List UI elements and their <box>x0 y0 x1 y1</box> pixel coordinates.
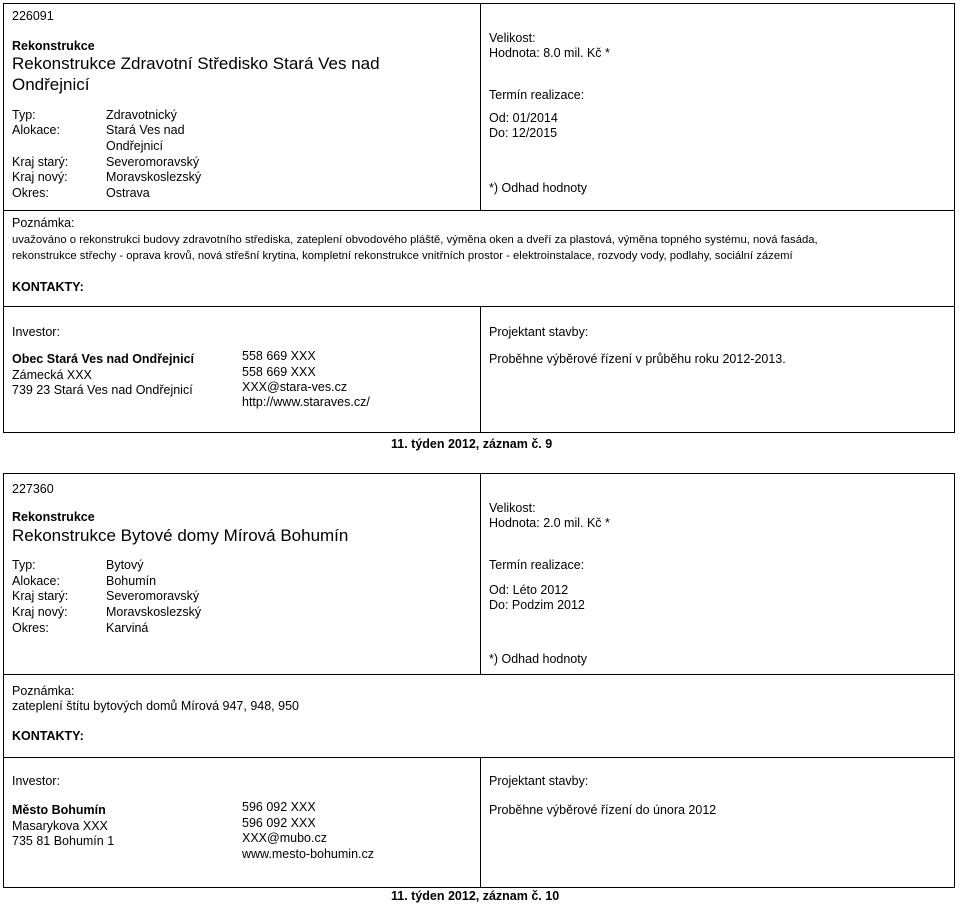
poznamka-text: rekonstrukce střechy - oprava krovů, nová střešní krytina, kompletní rekonstrukce vnitřních prostor - elektroinstalace, rozvody vody, podlahy, sociální zázemí <box>12 250 793 262</box>
odhad-note: *) Odhad hodnoty <box>489 181 587 195</box>
projektant-label: Projektant stavby: <box>489 774 589 788</box>
poznamka-label: Poznámka: <box>12 216 75 230</box>
field-label: Alokace: <box>12 123 60 137</box>
field-label: Typ: <box>12 108 36 122</box>
record-title: Rekonstrukce Zdravotní Středisko Stará Ves nad <box>12 54 380 73</box>
kontakty-heading: KONTAKTY: <box>12 280 84 294</box>
field-label: Kraj starý: <box>12 155 69 169</box>
field-value: Bohumín <box>106 574 157 588</box>
record-title: Rekonstrukce Bytové domy Mírová Bohumín <box>12 526 349 545</box>
field-value: Severomoravský <box>106 155 200 169</box>
termin-label: Termín realizace: <box>489 558 585 572</box>
column-divider <box>480 306 481 432</box>
field-label: Kraj starý: <box>12 589 69 603</box>
record-card <box>3 3 955 433</box>
field-value: Moravskoslezský <box>106 170 202 184</box>
field-value: Bytový <box>106 558 144 572</box>
record-title: Ondřejnicí <box>12 75 90 94</box>
field-label: Okres: <box>12 186 49 200</box>
field-label: Alokace: <box>12 574 60 588</box>
termin-od: Od: Léto 2012 <box>489 583 569 597</box>
investor-email[interactable]: XXX@stara-ves.cz <box>242 380 348 394</box>
odhad-note: *) Odhad hodnoty <box>489 652 587 666</box>
investor-city: 739 23 Stará Ves nad Ondřejnicí <box>12 383 193 397</box>
investor-phone: 558 669 XXX <box>242 349 316 363</box>
investor-web-link[interactable]: www.mesto-bohumin.cz <box>242 847 374 861</box>
section-divider <box>4 674 954 675</box>
record-footer: 11. týden 2012, záznam č. 9 <box>391 437 553 451</box>
record-id: 227360 <box>12 482 54 496</box>
field-value: Stará Ves nad <box>106 123 185 137</box>
poznamka-text: zateplení štítu bytových domů Mírová 947, 948, 950 <box>12 699 299 713</box>
investor-web-link[interactable]: http://www.staraves.cz/ <box>242 395 370 409</box>
hodnota-value: Hodnota: 8.0 mil. Kč * <box>489 46 610 60</box>
velikost-label: Velikost: <box>489 501 536 515</box>
section-divider <box>4 757 954 758</box>
record-id: 226091 <box>12 9 54 23</box>
investor-phone: 558 669 XXX <box>242 365 316 379</box>
investor-email[interactable]: XXX@mubo.cz <box>242 831 327 845</box>
field-label: Kraj nový: <box>12 170 68 184</box>
termin-do: Do: Podzim 2012 <box>489 598 585 612</box>
column-divider <box>480 4 481 210</box>
column-divider <box>480 474 481 674</box>
field-label: Kraj nový: <box>12 605 68 619</box>
poznamka-label: Poznámka: <box>12 684 75 698</box>
investor-name: Obec Stará Ves nad Ondřejnicí <box>12 352 195 366</box>
field-value: Severomoravský <box>106 589 200 603</box>
investor-label: Investor: <box>12 774 60 788</box>
field-value: Moravskoslezský <box>106 605 202 619</box>
investor-name: Město Bohumín <box>12 803 106 817</box>
field-label: Okres: <box>12 621 49 635</box>
record-card <box>3 473 955 888</box>
projektant-text: Proběhne výběrové řízení do února 2012 <box>489 803 717 817</box>
record-footer: 11. týden 2012, záznam č. 10 <box>391 889 560 903</box>
projektant-text: Proběhne výběrové řízení v průběhu roku 2012-2013. <box>489 352 786 366</box>
poznamka-text: uvažováno o rekonstrukci budovy zdravotního střediska, zateplení obvodového pláště, výměna oken a dveří za plastová, výměna topného systému, nová fasáda, <box>12 234 818 246</box>
termin-do: Do: 12/2015 <box>489 126 558 140</box>
field-value: Ostrava <box>106 186 150 200</box>
record-kind: Rekonstrukce <box>12 510 95 524</box>
termin-od: Od: 01/2014 <box>489 111 558 125</box>
field-value: Ondřejnicí <box>106 139 163 153</box>
projektant-label: Projektant stavby: <box>489 325 589 339</box>
investor-phone: 596 092 XXX <box>242 800 316 814</box>
hodnota-value: Hodnota: 2.0 mil. Kč * <box>489 516 610 530</box>
field-label: Typ: <box>12 558 36 572</box>
record-kind: Rekonstrukce <box>12 39 95 53</box>
investor-street: Masarykova XXX <box>12 819 108 833</box>
velikost-label: Velikost: <box>489 31 536 45</box>
investor-phone: 596 092 XXX <box>242 816 316 830</box>
field-value: Karviná <box>106 621 149 635</box>
section-divider <box>4 210 954 211</box>
column-divider <box>480 757 481 887</box>
section-divider <box>4 306 954 307</box>
field-value: Zdravotnický <box>106 108 177 122</box>
termin-label: Termín realizace: <box>489 88 585 102</box>
investor-city: 735 81 Bohumín 1 <box>12 834 115 848</box>
kontakty-heading: KONTAKTY: <box>12 729 84 743</box>
investor-label: Investor: <box>12 325 60 339</box>
investor-street: Zámecká XXX <box>12 368 92 382</box>
